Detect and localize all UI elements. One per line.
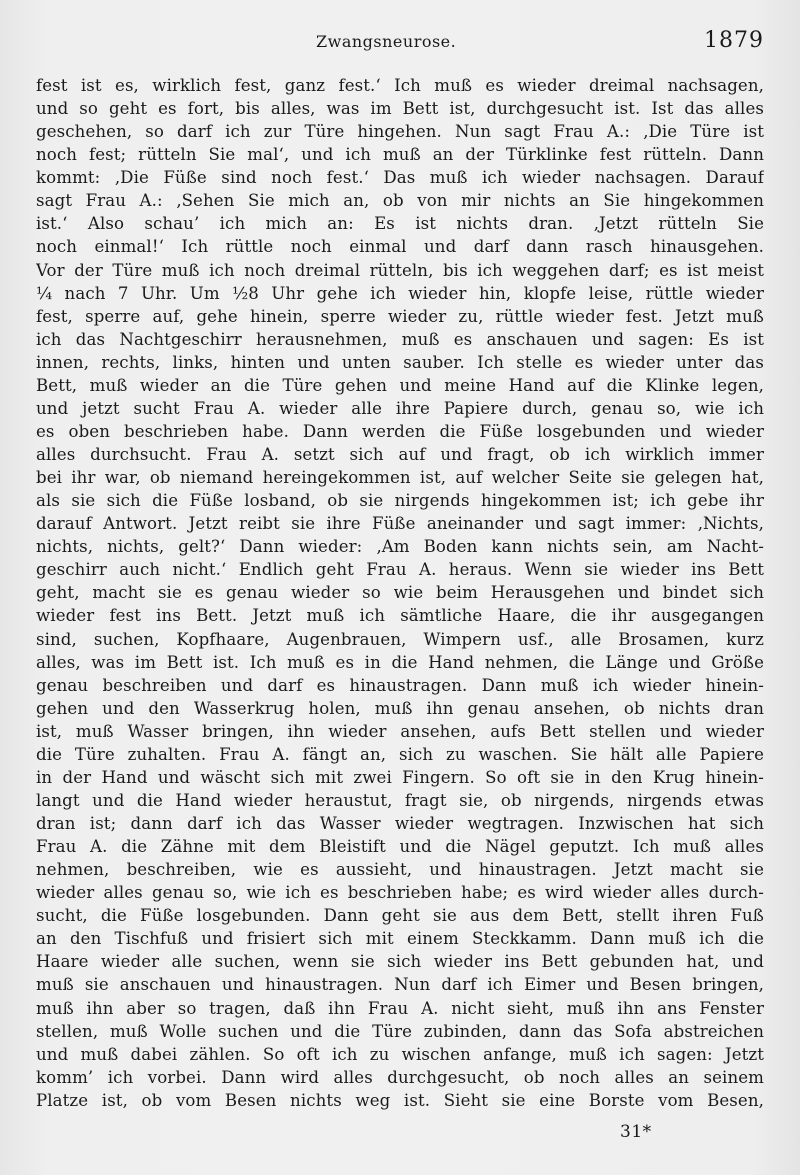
text-line: sagt Frau A.: ‚Sehen Sie mich an, ob von mir nichts an Sie hingekommen xyxy=(36,191,764,211)
text-line: die Türe zuhalten. Frau A. fängt an, sich zu waschen. Sie hält alle Papiere xyxy=(36,744,764,764)
text-line: ¼ nach 7 Uhr. Um ½8 Uhr gehe ich wieder hin, klopfe leise, rüttle wieder xyxy=(36,283,764,303)
text-line: als sie sich die Füße losband, ob sie nirgends hingekommen ist; ich gebe ihr xyxy=(36,491,764,511)
text-line: ist, muß Wasser bringen, ihn wieder ansehen, aufs Bett stellen und wieder xyxy=(36,721,764,741)
text-line: sind, suchen, Kopfhaare, Augenbrauen, Wimpern usf., alle Brosamen, kurz xyxy=(36,629,764,649)
text-line: bei ihr war, ob niemand hereingekommen ist, auf welcher Seite sie gelegen hat, xyxy=(36,468,764,488)
text-line: wieder alles genau so, wie ich es beschrieben habe; es wird wieder alles durch- xyxy=(36,883,764,903)
text-line: Haare wieder alle suchen, wenn sie sich wieder ins Bett gebunden hat, und xyxy=(36,952,764,972)
text-line: geht, macht sie es genau wieder so wie beim Herausgehen und bindet sich xyxy=(36,583,764,603)
text-line: stellen, muß Wolle suchen und die Türe zubinden, dann das Sofa abstreichen xyxy=(36,1021,764,1041)
text-line: gehen und den Wasserkrug holen, muß ihn genau ansehen, ob nichts dran xyxy=(36,698,764,718)
text-line: alles, was im Bett ist. Ich muß es in die Hand nehmen, die Länge und Größe xyxy=(36,652,764,672)
text-line: noch fest; rütteln Sie mal‘, und ich muß an der Türklinke fest rütteln. Dann xyxy=(36,145,764,165)
text-line: Bett, muß wieder an die Türe gehen und meine Hand auf die Klinke legen, xyxy=(36,375,764,395)
text-line: Platze ist, ob vom Besen nichts weg ist. Sieht sie eine Borste vom Besen, xyxy=(36,1090,764,1110)
page-number: 1879 xyxy=(704,28,764,53)
text-line: kommt: ‚Die Füße sind noch fest.‘ Das muß ich wieder nachsagen. Darauf xyxy=(36,168,764,188)
body-text xyxy=(36,74,764,1112)
text-line: und so geht es fort, bis alles, was im Bett ist, durchgesucht ist. Ist das alles xyxy=(36,99,764,119)
text-line: noch einmal!‘ Ich rüttle noch einmal und darf dann rasch hinausgehen. xyxy=(36,237,764,257)
running-title: Zwangsneurose. xyxy=(316,32,457,51)
text-line: es oben beschrieben habe. Dann werden die Füße losgebunden und wieder xyxy=(36,421,764,441)
text-line: an den Tischfuß und frisiert sich mit einem Steckkamm. Dann muß ich die xyxy=(36,929,764,949)
text-line: nichts, nichts, gelt?‘ Dann wieder: ‚Am Boden kann nichts sein, am Nacht- xyxy=(36,537,764,557)
text-line: alles durchsucht. Frau A. setzt sich auf und fragt, ob ich wirklich immer xyxy=(36,445,764,464)
text-line: Vor der Türe muß ich noch dreimal rütteln, bis ich weggehen darf; es ist meist xyxy=(36,260,764,280)
text-line: und muß dabei zählen. So oft ich zu wischen anfange, muß ich sagen: Jetzt xyxy=(36,1044,764,1064)
text-line: nehmen, beschreiben, wie es aussieht, und hinaustragen. Jetzt macht sie xyxy=(36,860,764,880)
text-line: komm’ ich vorbei. Dann wird alles durchgesucht, ob noch alles an seinem xyxy=(36,1067,764,1087)
text-line: geschirr auch nicht.‘ Endlich geht Frau A. heraus. Wenn sie wieder ins Bett xyxy=(36,560,764,580)
text-line: muß ihn aber so tragen, daß ihn Frau A. nicht sieht, muß ihn ans Fenster xyxy=(36,998,764,1018)
text-line: muß sie anschauen und hinaustragen. Nun darf ich Eimer und Besen bringen, xyxy=(36,975,764,995)
text-line: in der Hand und wäscht sich mit zwei Fingern. So oft sie in den Krug hinein- xyxy=(36,767,764,787)
text-line: ich das Nachtgeschirr herausnehmen, muß es anschauen und sagen: Es ist xyxy=(36,329,764,349)
text-line: dran ist; dann darf ich das Wasser wieder wegtragen. Inzwischen hat sich xyxy=(36,814,764,833)
running-head xyxy=(0,28,800,62)
text-line: fest, sperre auf, gehe hinein, sperre wieder zu, rüttle wieder fest. Jetzt muß xyxy=(36,306,764,326)
text-line: wieder fest ins Bett. Jetzt muß ich sämtliche Haare, die ihr ausgegangen xyxy=(36,606,764,626)
text-line: langt und die Hand wieder heraustut, fragt sie, ob nirgends, nirgends etwas xyxy=(36,790,764,810)
text-line: Frau A. die Zähne mit dem Bleistift und die Nägel geputzt. Ich muß alles xyxy=(36,837,764,857)
text-line: und jetzt sucht Frau A. wieder alle ihre Papiere durch, genau so, wie ich xyxy=(36,398,764,418)
text-line: sucht, die Füße losgebunden. Dann geht sie aus dem Bett, stellt ihren Fuß xyxy=(36,906,764,926)
text-line: genau beschreiben und darf es hinaustragen. Dann muß ich wieder hinein- xyxy=(36,675,764,695)
printer-signature: 31* xyxy=(620,1122,652,1142)
text-line: ist.‘ Also schau’ ich mich an: Es ist nichts dran. ‚Jetzt rütteln Sie xyxy=(36,214,764,234)
text-line: geschehen, so darf ich zur Türe hingehen. Nun sagt Frau A.: ‚Die Türe ist xyxy=(36,122,764,142)
text-line: innen, rechts, links, hinten und unten sauber. Ich stelle es wieder unter das xyxy=(36,352,764,372)
text-line: fest ist es, wirklich fest, ganz fest.‘ Ich muß es wieder dreimal nachsagen, xyxy=(36,76,764,95)
text-line: darauf Antwort. Jetzt reibt sie ihre Füße aneinander und sagt immer: ‚Nichts, xyxy=(36,514,764,534)
